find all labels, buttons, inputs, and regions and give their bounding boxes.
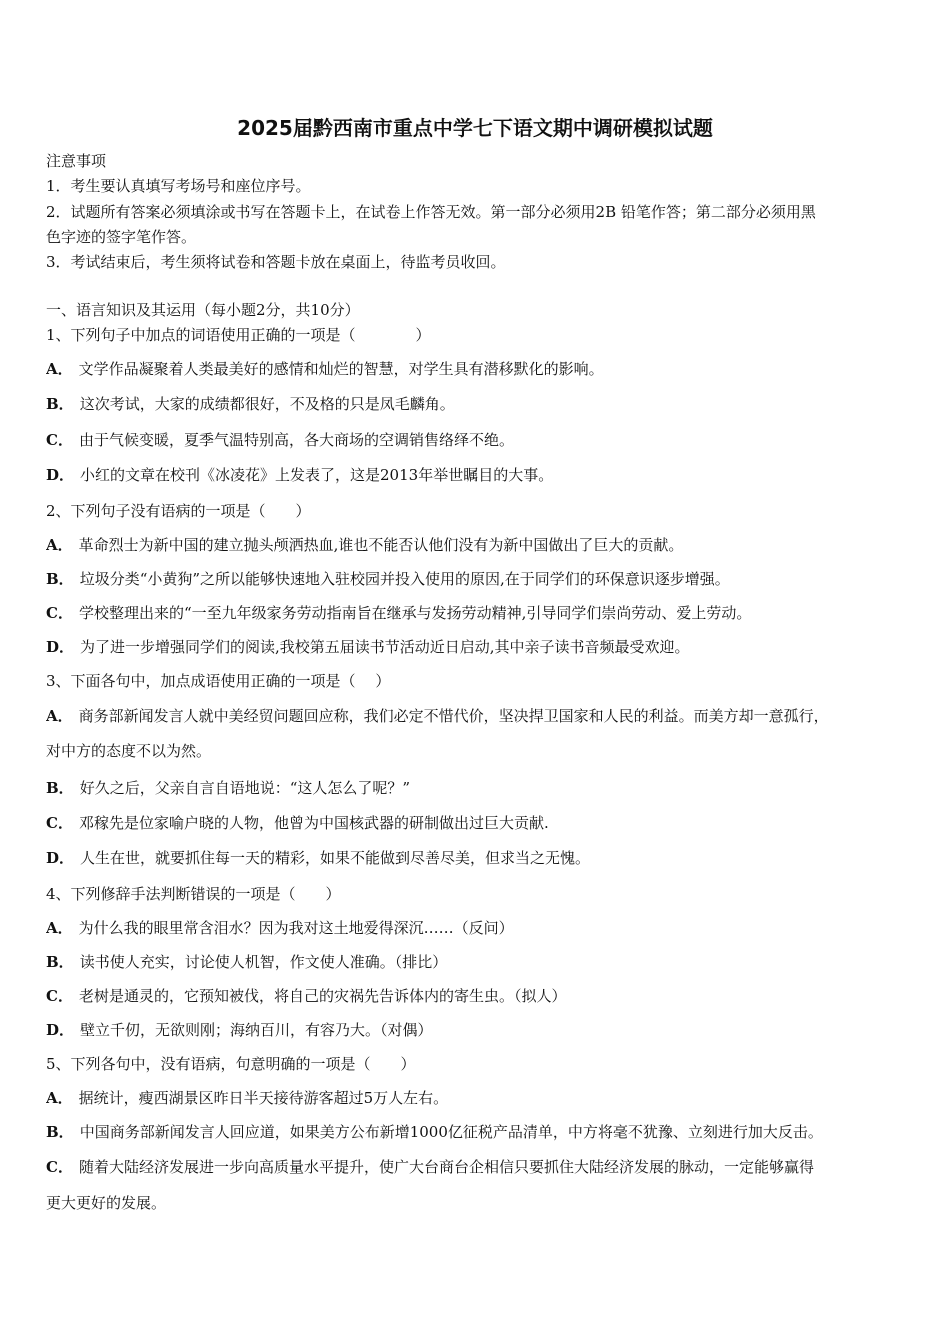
exam-title: 2025届黔西南市重点中学七下语文期中调研模拟试题 — [237, 116, 713, 140]
option-text: 随着大陆经济发展进一步向高质量水平提升，使广大台商台企相信只要抓住大陆经济发展的脉动，一定能够赢得 — [78, 1158, 814, 1176]
option — [46, 848, 908, 868]
option-letter: B． — [46, 953, 74, 971]
question-stem: 3、下面各句中，加点成语使用正确的一项是（ ） — [46, 672, 391, 690]
option-letter: A． — [46, 1089, 73, 1107]
option — [46, 1020, 908, 1040]
option-text: 商务部新闻发言人就中美经贸问题回应称，我们必定不惜代价，坚决捍卫国家和人民的利益。而美方却一意孤行， — [78, 707, 829, 725]
section-heading: 一、语言知识及其运用（每小题2分，共10分） — [46, 301, 360, 319]
notice-item: 2．试题所有答案必须填涂或书写在答题卡上，在试卷上作答无效。第一部分必须用2B 铅笔作答；第二部分必须用黑 — [46, 203, 816, 221]
option — [46, 394, 908, 414]
notice-item: 1．考生要认真填写考场号和座位序号。 — [46, 177, 311, 195]
notice-item: 3．考试结束后，考生须将试卷和答题卡放在桌面上，待监考员收回。 — [46, 253, 506, 271]
option-letter: A． — [46, 360, 73, 378]
option-letter: C． — [46, 431, 73, 449]
option-letter: D． — [46, 849, 75, 867]
option — [46, 952, 908, 972]
option-text: 垃圾分类“小黄狗”之所以能够快速地入驻校园并投入使用的原因,在于同学们的环保意识逐步增强。 — [79, 570, 730, 588]
option-text: 读书使人充实，讨论使人机智，作文使人准确。（排比） — [79, 953, 448, 971]
question-stem: 1、下列句子中加点的词语使用正确的一项是（ ） — [46, 326, 431, 344]
option-letter: D． — [46, 1021, 75, 1039]
option-continuation: 更大更好的发展。 — [46, 1194, 167, 1212]
option — [46, 569, 908, 589]
option-text: 这次考试，大家的成绩都很好，不及格的只是凤毛麟角。 — [79, 395, 455, 413]
option — [46, 637, 908, 657]
option-letter: A． — [46, 536, 73, 554]
question-stem: 5、下列各句中，没有语病，句意明确的一项是（ ） — [46, 1055, 416, 1073]
option-letter: B． — [46, 1123, 74, 1141]
option — [46, 430, 908, 450]
option-text: 好久之后，父亲自言自语地说：“这人怎么了呢？” — [79, 779, 411, 797]
option-letter: D． — [46, 466, 75, 484]
option-text: 人生在世，就要抓住每一天的精彩，如果不能做到尽善尽美，但求当之无愧。 — [80, 849, 591, 867]
option — [46, 465, 908, 485]
option-text: 革命烈士为新中国的建立抛头颅洒热血,谁也不能否认他们没有为新中国做出了巨大的贡献。 — [78, 536, 684, 554]
option — [46, 778, 908, 798]
option-text: 中国商务部新闻发言人回应道，如果美方公布新增1000亿征税产品清单，中方将毫不犹豫、立刻进行加大反击。 — [79, 1123, 823, 1141]
option — [46, 535, 908, 555]
option-letter: C． — [46, 604, 73, 622]
option — [46, 1122, 908, 1142]
option — [46, 1088, 908, 1108]
option-letter: A． — [46, 707, 73, 725]
option-letter: B． — [46, 570, 74, 588]
notice-item: 色字迹的签字笔作答。 — [46, 228, 197, 246]
option-text: 据统计，瘦西湖景区昨日半天接待游客超过5万人左右。 — [78, 1089, 449, 1107]
option-letter: D． — [46, 638, 75, 656]
question-stem: 2、下列句子没有语病的一项是（ ） — [46, 502, 311, 520]
option-text: 文学作品凝聚着人类最美好的感情和灿烂的智慧，对学生具有潜移默化的影响。 — [78, 360, 604, 378]
option — [46, 813, 908, 833]
option — [46, 986, 908, 1006]
option — [46, 603, 908, 623]
question-stem: 4、下列修辞手法判断错误的一项是（ ） — [46, 885, 341, 903]
option-text: 小红的文章在校刊《冰凌花》上发表了，这是2013年举世瞩目的大事。 — [80, 466, 554, 484]
option-letter: C． — [46, 814, 73, 832]
option-letter: B． — [46, 779, 74, 797]
option — [46, 706, 908, 726]
option-text: 老树是通灵的，它预知被伐，将自己的灾祸先告诉体内的寄生虫。（拟人） — [78, 987, 567, 1005]
option-letter: B． — [46, 395, 74, 413]
option-text: 为了进一步增强同学们的阅读,我校第五届读书节活动近日启动,其中亲子读书音频最受欢迎。 — [80, 638, 690, 656]
option-text: 邓稼先是位家喻户晓的人物，他曾为中国核武器的研制做出过巨大贡献. — [78, 814, 549, 832]
option-letter: C． — [46, 987, 73, 1005]
option-letter: A． — [46, 919, 73, 937]
notice-heading: 注意事项 — [46, 152, 107, 170]
option-text: 为什么我的眼里常含泪水？因为我对这土地爱得深沉……（反问） — [78, 919, 514, 937]
option — [46, 1157, 908, 1177]
option-text: 由于气候变暖，夏季气温特别高，各大商场的空调销售络绎不绝。 — [78, 431, 514, 449]
option — [46, 359, 908, 379]
option — [46, 918, 908, 938]
option-letter: C． — [46, 1158, 73, 1176]
option-continuation: 对中方的态度不以为然。 — [46, 742, 212, 760]
option-text: 壁立千仞，无欲则刚；海纳百川，有容乃大。（对偶） — [80, 1021, 433, 1039]
option-text: 学校整理出来的“一至九年级家务劳动指南旨在继承与发扬劳动精神,引导同学们崇尚劳动、爱上劳动。 — [78, 604, 752, 622]
